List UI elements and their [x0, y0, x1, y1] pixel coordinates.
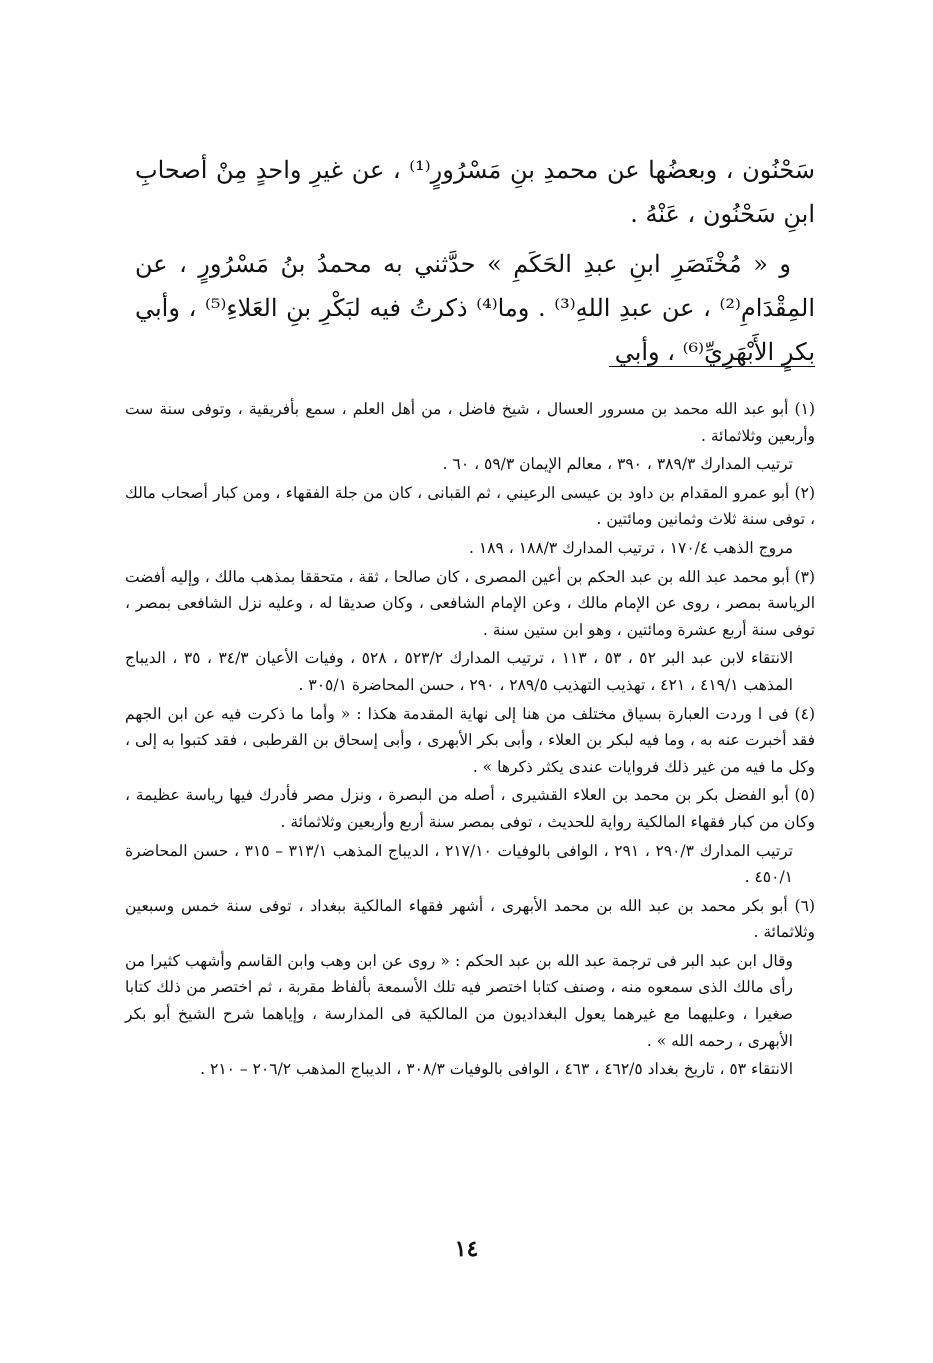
footnote-2-references: مروج الذهب ١٧٠/٤ ، ترتيب المدارك ١٨٨/٣ ، ١٨٩ . [468, 538, 793, 557]
footnote-divider [609, 366, 815, 367]
footnote-5-references: ترتيب المدارك ٢٩٠/٣ ، ٢٩١ ، الوافى بالوفيات ٢١٧/١٠ ، الديباج المذهب ٣١٣/١ – ٣١٥ ، حسن المحاضرة ٤٥٠/١ . [125, 841, 793, 887]
footnote-5: (٥) أبو الفضل بكر بن محمد بن العلاء القشيرى ، أصله من البصرة ، ونزل مصر فأدرك فيها رياسة عظيمة ، وكان من كبار فقهاء المالكية رواية للحديث ، توفى بمصر سنة أربع وأربعين وثلاثمائة . [125, 786, 815, 831]
footnote-1: (١) أبو عبد الله محمد بن مسرور العسال ، شيخ فاضل ، من أهل العلم ، سمع بأفريقية ، وتوفى سنة ست وأربعين وثلاثمائة . [125, 400, 815, 445]
footnote-2: (٢) أبو عمرو المقدام بن داود بن عيسى الرعيني ، ثم القبانى ، كان من جلة الفقهاء ، ومن كبار أصحاب مالك ، توفى سنة ثلاث وثمانين ومائتين . [125, 483, 816, 529]
footnote-1-references: ترتيب المدارك ٣٨٩/٣ ، ٣٩٠ ، معالم الإيمان ٥٩/٣ ، ٦٠ . [442, 455, 793, 474]
main-text [135, 148, 815, 380]
page-number: ١٤ [454, 1236, 479, 1262]
footnote-6-references: الانتقاء ٥٣ ، تاريخ بغداد ٤٦٢/٥ ، ٤٦٣ ، الوافى بالوفيات ٣٠٨/٣ ، الديباج المذهب ٢٠٦/٢ – ٢١٠ . [200, 1060, 793, 1079]
footnote-6-quote: وقال ابن عبد البر فى ترجمة عبد الله بن عبد الحكم : « روى عن ابن وهب وابن القاسم وأشهب كثيرا من رأى مالك الذى سمعوه منه ، وصنف كتابا اختصر فيه تلك الأسمعة بألفاظ مقربة ، ثم اختصر من ذلك كتابا صغيرا ، وعليهما مع غيرهما يعول البغداديون من المالكية فى المدارسة ، وإياهما شرح الشيخ أبو بكر الأبهرى ، رحمه الله » . [125, 951, 793, 1050]
footnote-6: (٦) أبو بكر محمد بن عبد الله بن محمد الأبهرى ، أشهر فقهاء المالكية ببغداد ، توفى سنة خمس وسبعين وثلاثمائة . [125, 896, 815, 942]
footnote-4: (٤) فى ا وردت العبارة بسياق مختلف من هنا إلى نهاية المقدمة هكذا : « وأما ما ذكرت فيه عن ابن الجهم فقد أخبرت عنه به ، وما فيه لبكر بن العلاء ، وأبى بكر الأبهرى ، وأبى إسحاق بن القرطبى ، فقد كتبوا به إلى ، وكل ما فيه من غير ذلك فروايات عندى يكثر ذكرها » . [125, 704, 815, 776]
body-paragraph: و « مُخْتَصَرِ ابنِ عبدِ الحَكَمِ » حدَّثني به محمدُ بنُ مَسْرُورٍ ، عن المِقْدَامِ⁽²⁾ ، عن عبدِ اللهِ⁽³⁾ . وما⁽⁴⁾ ذكرتُ فيه لبَكْرِ بنِ العَلاءِ⁽⁵⁾ ، وأبي بكرٍ الأَبْهَرِيِّ⁽⁶⁾ ، وأبي [135, 250, 816, 366]
footnote-3-references: الانتقاء لابن عبد البر ٥٢ ، ٥٣ ، ١١٣ ، ترتيب المدارك ٥٢٣/٢ ، ٥٢٨ ، وفيات الأعيان ٣٤/٣ ، ٣٥ ، الديباج المذهب ٤١٩/١ ، ٤٢١ ، تهذيب التهذيب ٢٨٩/٥ ، ٢٩٠ ، حسن المحاضرة ٣٠٥/١ . [125, 649, 794, 694]
body-paragraph: سَحْنُون ، وبعضُها عن محمدِ بنِ مَسْرُورٍ⁽¹⁾ ، عن غيرِ واحدٍ مِنْ أصحابِ ابنِ سَحْنُون ، عَنْهُ . [135, 156, 815, 228]
footnote-3: (٣) أبو محمد عبد الله بن عبد الحكم بن أعين المصرى ، كان صالحا ، ثقة ، متحققا بمذهب مالك ، وإليه أفضت الرياسة بمصر ، روى عن الإمام مالك ، وعن الإمام الشافعى ، وكان صديقا له ، وعليه نزل الشافعى بمصر ، توفى سنة أربع عشرة ومائتين ، وهو ابن ستين سنة . [125, 567, 815, 639]
footnotes [125, 396, 815, 1085]
